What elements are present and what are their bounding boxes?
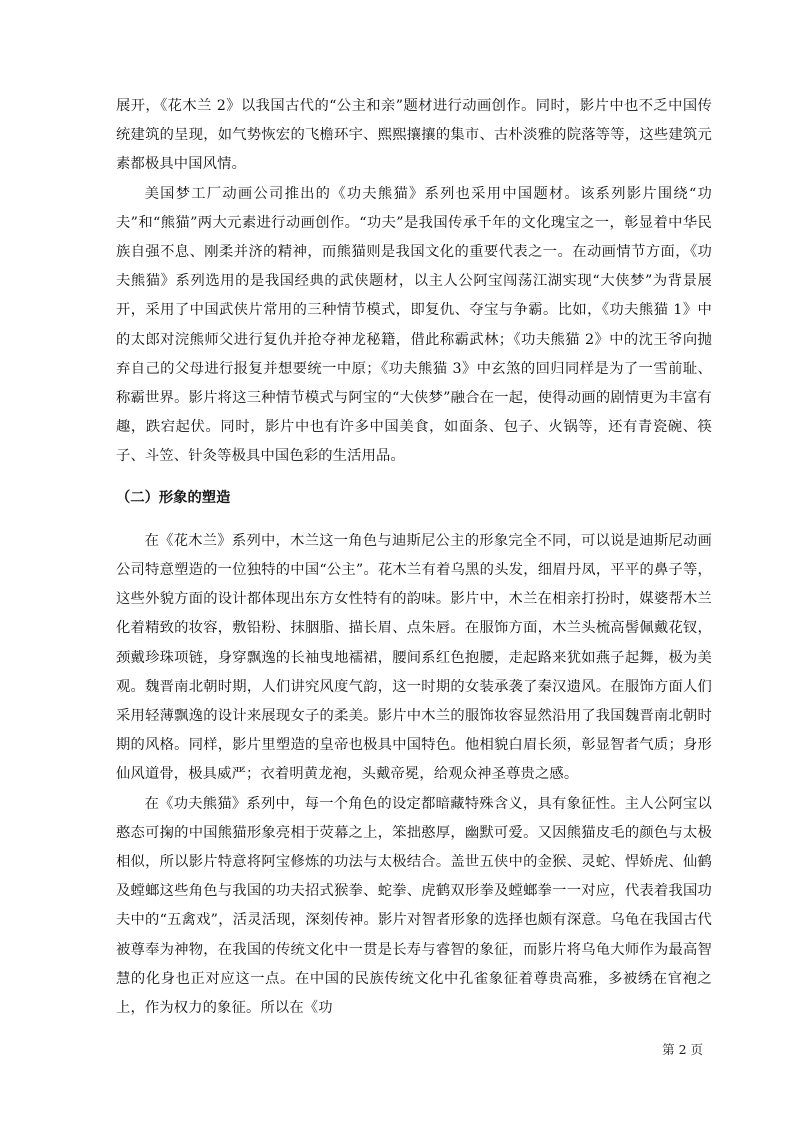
paragraph-kung-fu-panda-plot: 美国梦工厂动画公司推出的《功夫熊猫》系列也采用中国题材。该系列影片围绕“功夫”和“熊猫”两大元素进行动画创作。“功夫”是我国传承千年的文化瑰宝之一，彰显着中华民族自强不息、刚柔并济的精神，而熊猫则是我国文化的重要代表之一。在动画情节方面，《功夫熊猫》系列选用的是我国经典的武侠题材，以主人公阿宝闯荡江湖实现“大侠梦”为背景展开，采用了中国武侠片常用的三种情节模式，即复仇、夺宝与争霸。比如，《功夫熊猫 1》中的太郎对浣熊师父进行复仇并抢夺神龙秘籍，借此称霸武林；《功夫熊猫 2》中的沈王爷向抛弃自己的父母进行报复并想要统一中原；《功夫熊猫 3》中玄煞的回归同样是为了一雪前耻、称霸世界。影片将这三种情节模式与阿宝的“大侠梦”融合在一起，使得动画的剧情更为丰富有趣，跌宕起伏。同时，影片中也有许多中国美食，如面条、包子、火锅等，还有青瓷碗、筷子、斗笠、针灸等极具中国色彩的生活用品。 <box>116 185 712 465</box>
paragraph-mulan-image: 在《花木兰》系列中，木兰这一角色与迪斯尼公主的形象完全不同，可以说是迪斯尼动画公司特意塑造的一位独特的中国“公主”。花木兰有着乌黑的头发，细眉丹凤，平平的鼻子等，这些外貌方面的设计都体现出东方女性特有的韵味。影片中，木兰在相亲打扮时，媒婆帮木兰化着精致的妆容，敷铅粉、抹胭脂、描长眉、点朱唇。在服饰方面，木兰头梳高髻佩戴花钗，颈戴珍珠项链，身穿飘逸的长袖曳地襦裙，腰间系红色抱腰，走起路来犹如燕子起舞，极为美观。魏晋南北朝时期，人们讲究风度气韵，这一时期的女装承袭了秦汉遗风。在服饰方面人们采用轻薄飘逸的设计来展现女子的柔美。影片中木兰的服饰妆容显然沿用了我国魏晋南北朝时期的风格。同样，影片里塑造的皇帝也极具中国特色。他相貌白眉长须，彰显智者气质；身形仙风道骨，极具威严；衣着明黄龙袍，头戴帝冕，给观众神圣尊贵之感。 <box>116 532 712 783</box>
paragraph-kung-fu-panda-characters: 在《功夫熊猫》系列中，每一个角色的设定都暗藏特殊含义，具有象征性。主人公阿宝以憨态可掬的中国熊猫形象亮相于荧幕之上，笨拙憨厚，幽默可爱。又因熊猫皮毛的颜色与太极相似，所以影片特意将阿宝修炼的功法与太极结合。盖世五侠中的金猴、灵蛇、悍娇虎、仙鹤及螳螂这些角色与我国的功夫招式猴拳、蛇拳、虎鹤双形拳及螳螂拳一一对应，代表着我国功夫中的“五禽戏”，活灵活现，深刻传神。影片对智者形象的选择也颇有深意。乌龟在我国古代被尊奉为神物，在我国的传统文化中一贯是长寿与睿智的象征，而影片将乌龟大师作为最高智慧的化身也正对应这一点。在中国的民族传统文化中孔雀象征着尊贵高雅，多被绣在官袍之上，作为权力的象征。所以在《功 <box>116 795 712 1017</box>
section-heading: （二）形象的塑造 <box>116 489 231 506</box>
page-number: 第 2 页 <box>662 1042 703 1057</box>
paragraph-architecture: 展开，《花木兰 2》以我国古代的“公主和亲”题材进行动画创作。同时，影片中也不乏中国传统建筑的呈现，如气势恢宏的飞檐环宇、熙熙攘攘的集市、古朴淡雅的院落等等，这些建筑元素都极具中国风情。 <box>116 98 712 173</box>
document-body <box>116 92 712 1023</box>
